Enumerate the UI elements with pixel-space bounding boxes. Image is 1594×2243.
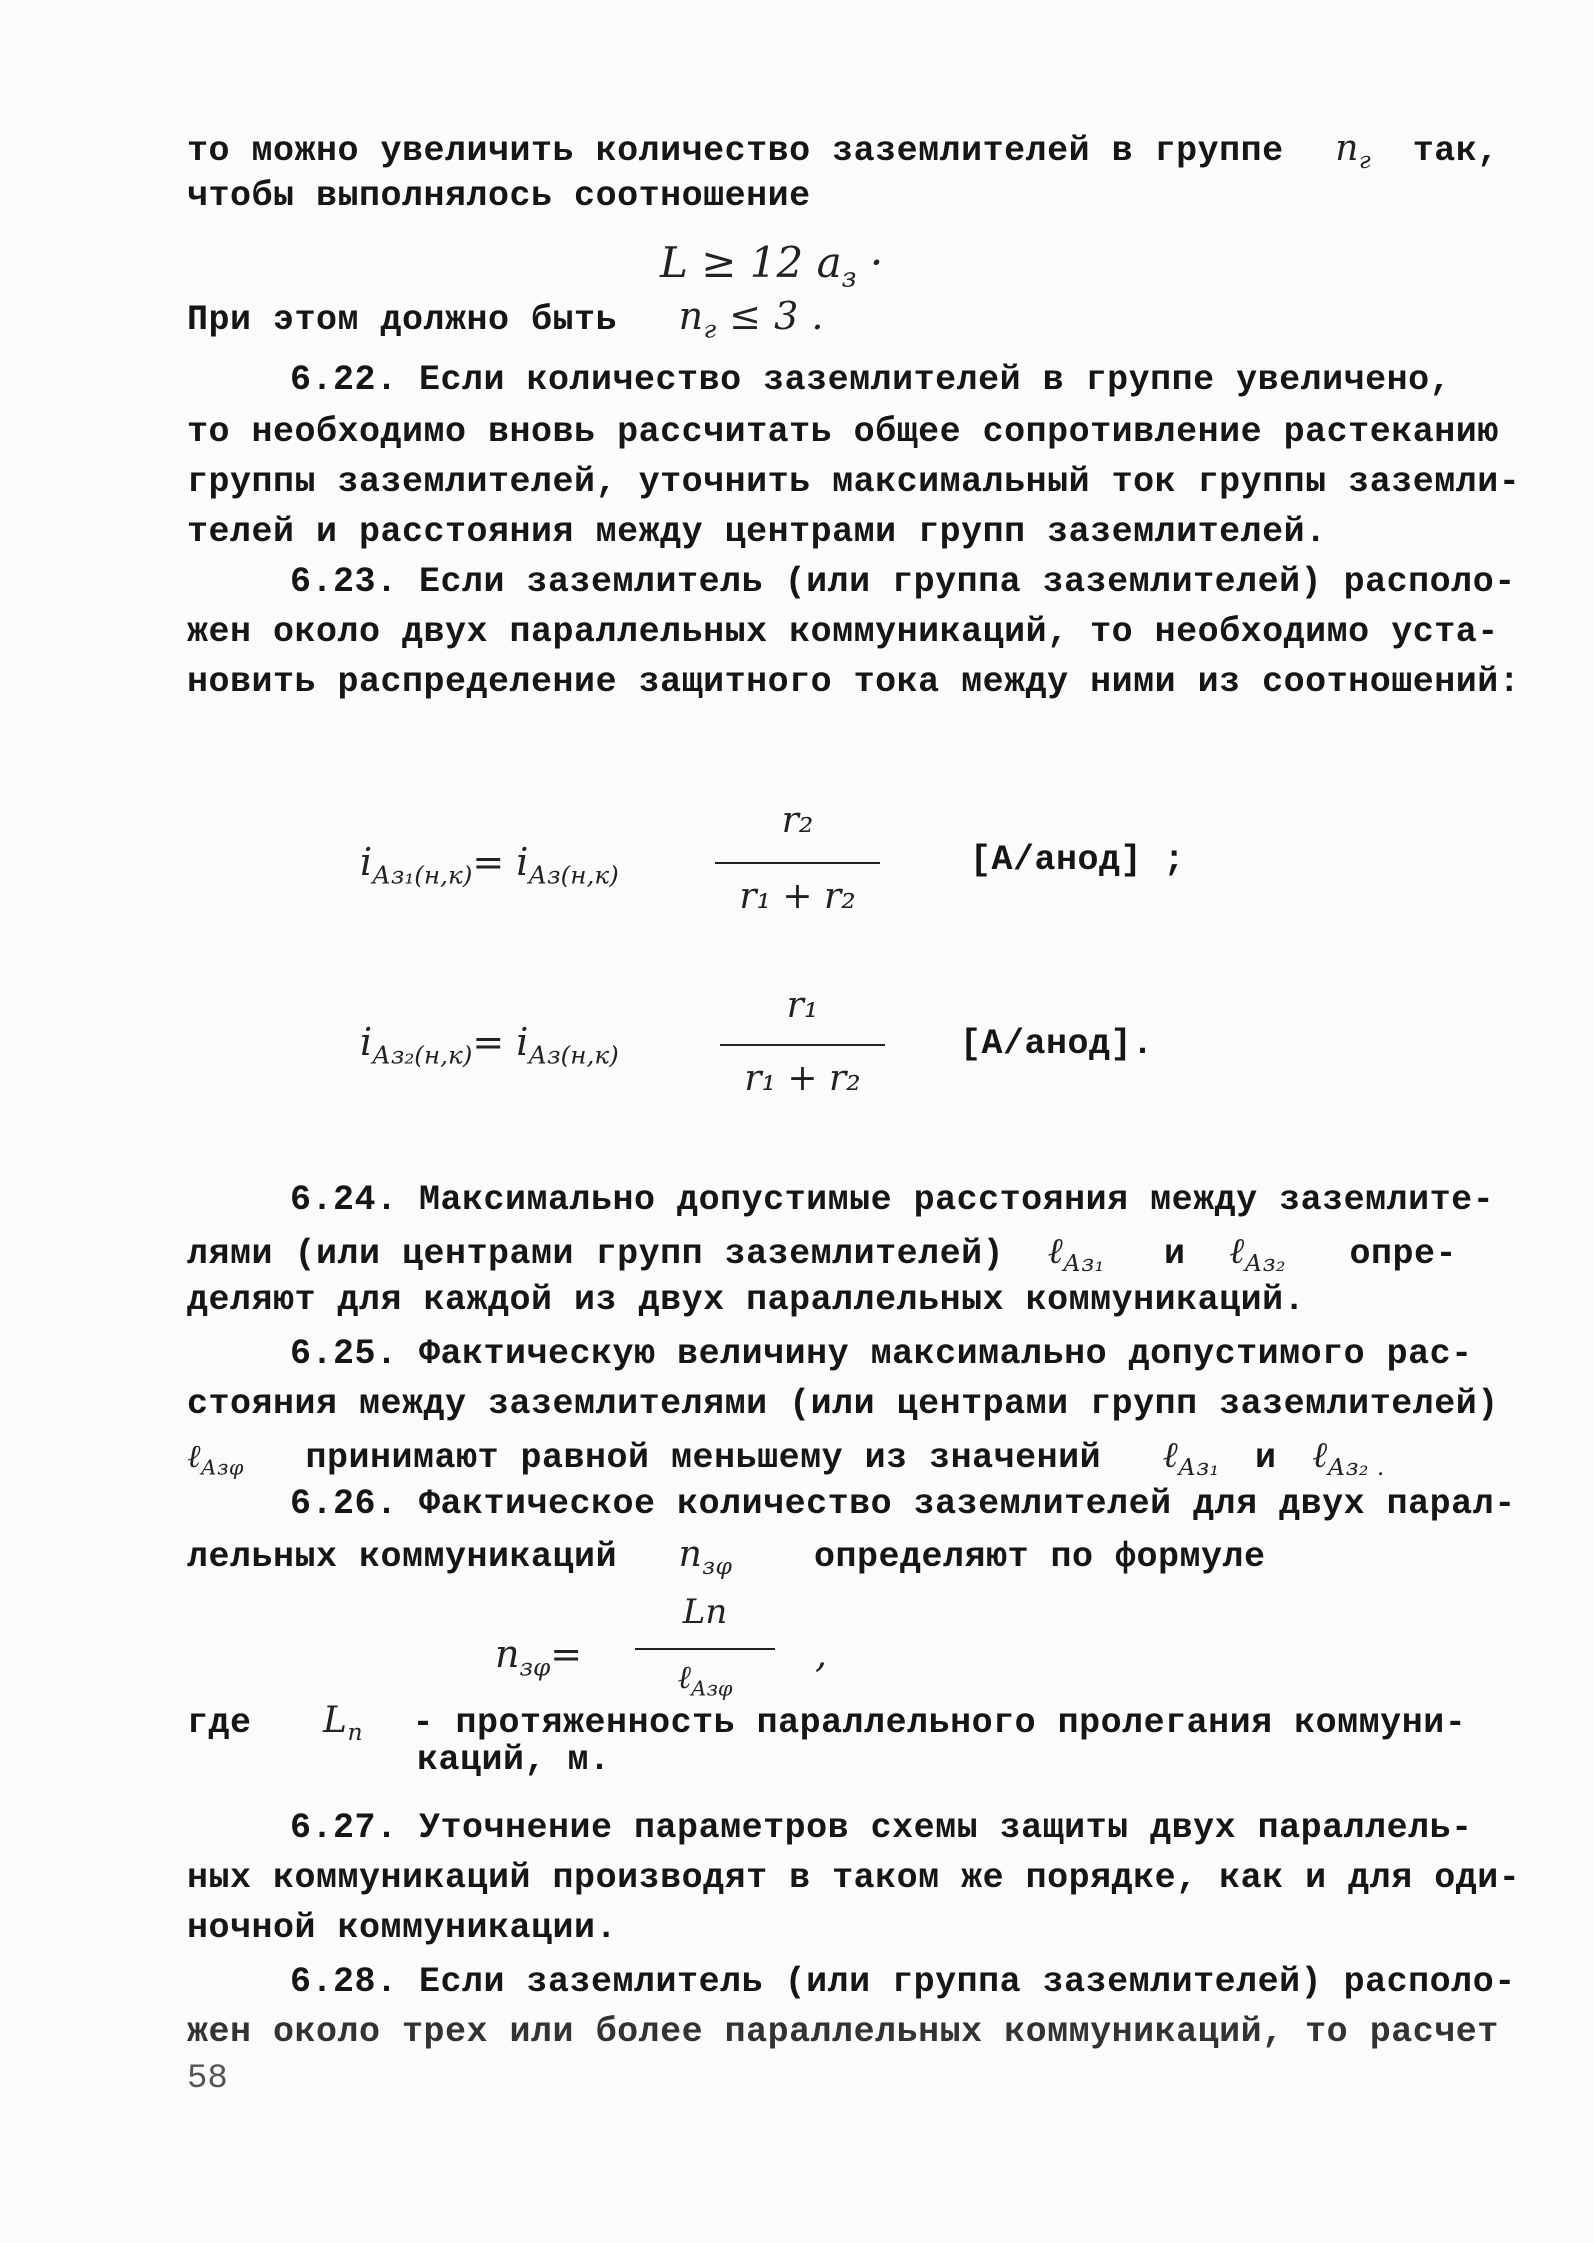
text-line: 6.28. Если заземлитель (или группа заземлителей) располо-: [290, 1962, 1516, 2002]
text-line: [187, 294, 824, 344]
text-line: [187, 1534, 1266, 1580]
math-l-a3f: ℓ$_{Аз\varphi}$: [187, 1437, 244, 1480]
formula2-numerator: r₁: [786, 985, 819, 1026]
fraction-bar: [635, 1648, 775, 1650]
math-l-a32: ℓ$_{Аз_2}$: [1229, 1231, 1286, 1278]
text-span: - протяженность параллельного пролегания коммуни-: [412, 1703, 1467, 1743]
formula1-denominator: r₁ + r₂: [739, 876, 856, 917]
formula1-unit: [А/анод] ;: [970, 840, 1186, 880]
text-line: 6.25. Фактическую величину максимально допустимого рас-: [290, 1334, 1473, 1374]
text-span: принимают равной меньшему из значений: [305, 1438, 1102, 1478]
text-line: группы заземлителей, уточнить максимальный ток группы заземли-: [187, 462, 1521, 502]
page-number: 58: [187, 2060, 228, 2098]
text-span: так,: [1412, 131, 1499, 171]
text-line: то необходимо вновь рассчитать общее сопротивление растеканию: [187, 412, 1499, 452]
text-span: где: [187, 1703, 252, 1743]
text-line: жен около трех или более параллельных коммуникаций, то расчет: [187, 2012, 1499, 2052]
text-span: то можно увеличить количество заземлителей в группе: [187, 131, 1284, 171]
text-line: 6.27. Уточнение параметров схемы защиты двух параллель-: [290, 1808, 1473, 1848]
fraction-bar: [720, 1044, 885, 1046]
text-span: При этом должно быть: [187, 300, 618, 340]
text-line: 6.23. Если заземлитель (или группа заземлителей) располо-: [290, 562, 1516, 602]
text-span: и: [1164, 1234, 1186, 1274]
text-line: жен около двух параллельных коммуникаций, то необходимо уста-: [187, 612, 1499, 652]
formula3-comma: ,: [815, 1632, 828, 1676]
text-span: опре-: [1349, 1234, 1457, 1274]
text-line: каций, м.: [417, 1740, 611, 1780]
text-line: 6.22. Если количество заземлителей в группе увеличено,: [290, 360, 1452, 400]
text-line: [187, 1230, 1457, 1277]
text-line: ных коммуникаций производят в таком же порядке, как и для оди-: [187, 1858, 1521, 1898]
text-line: [187, 1700, 1466, 1746]
text-span: лями (или центрами групп заземлителей): [187, 1234, 1005, 1274]
text-span: и: [1255, 1438, 1277, 1478]
formula-ineq2: $n_г \le 3$ .: [678, 294, 824, 344]
text-line: [187, 1434, 1385, 1481]
math-l-a31b: ℓ$_{Аз_1}$: [1162, 1435, 1220, 1482]
formula3-lhs: $n_{з\varphi}=$: [495, 1632, 583, 1682]
math-l-a32b: ℓ$_{Аз_2 .}$: [1312, 1435, 1385, 1482]
fraction-bar: [715, 862, 880, 864]
text-line: 6.24. Максимально допустимые расстояния между заземлите-: [290, 1180, 1495, 1220]
formula2-lhs: $i_{Аз_2(н,к)}= i_{Аз(н,к)}$: [360, 1020, 619, 1070]
text-line: деляют для каждой из двух параллельных коммуникаций.: [187, 1280, 1306, 1320]
math-l-a31: ℓ$_{Аз_1}$: [1047, 1231, 1105, 1278]
text-line: стояния между заземлителями (или центрами групп заземлителей): [187, 1384, 1499, 1424]
text-span: определяют по формуле: [813, 1537, 1266, 1577]
text-span: лельных коммуникаций: [187, 1537, 618, 1577]
text-line: [187, 128, 1499, 174]
formula2-denominator: r₁ + r₂: [744, 1058, 861, 1099]
formula1-numerator: r₂: [781, 800, 814, 841]
text-line: чтобы выполнялось соотношение: [187, 176, 811, 216]
math-Lp: $L_п$: [323, 1700, 364, 1747]
text-line: 6.26. Фактическое количество заземлителей для двух парал-: [290, 1484, 1516, 1524]
formula1-lhs: $i_{Аз_1(н,к)}= i_{Аз(н,к)}$: [360, 840, 619, 890]
math-n-zf: $n_{з\varphi}$: [678, 1534, 733, 1581]
text-line: телей и расстояния между центрами групп заземлителей.: [187, 512, 1327, 552]
formula2-unit: [А/анод].: [960, 1024, 1154, 1064]
math-n-g: $n_г$: [1335, 128, 1372, 175]
text-line: новить распределение защитного тока между ними из соотношений:: [187, 662, 1521, 702]
formula3-denominator: ℓ$_{Аз\varphi}$: [677, 1658, 733, 1701]
text-line: ночной коммуникации.: [187, 1908, 618, 1948]
formula-ineq1: L ≥ 12 $a_з$ ·: [660, 238, 884, 294]
formula3-numerator: Lп: [682, 1592, 728, 1632]
